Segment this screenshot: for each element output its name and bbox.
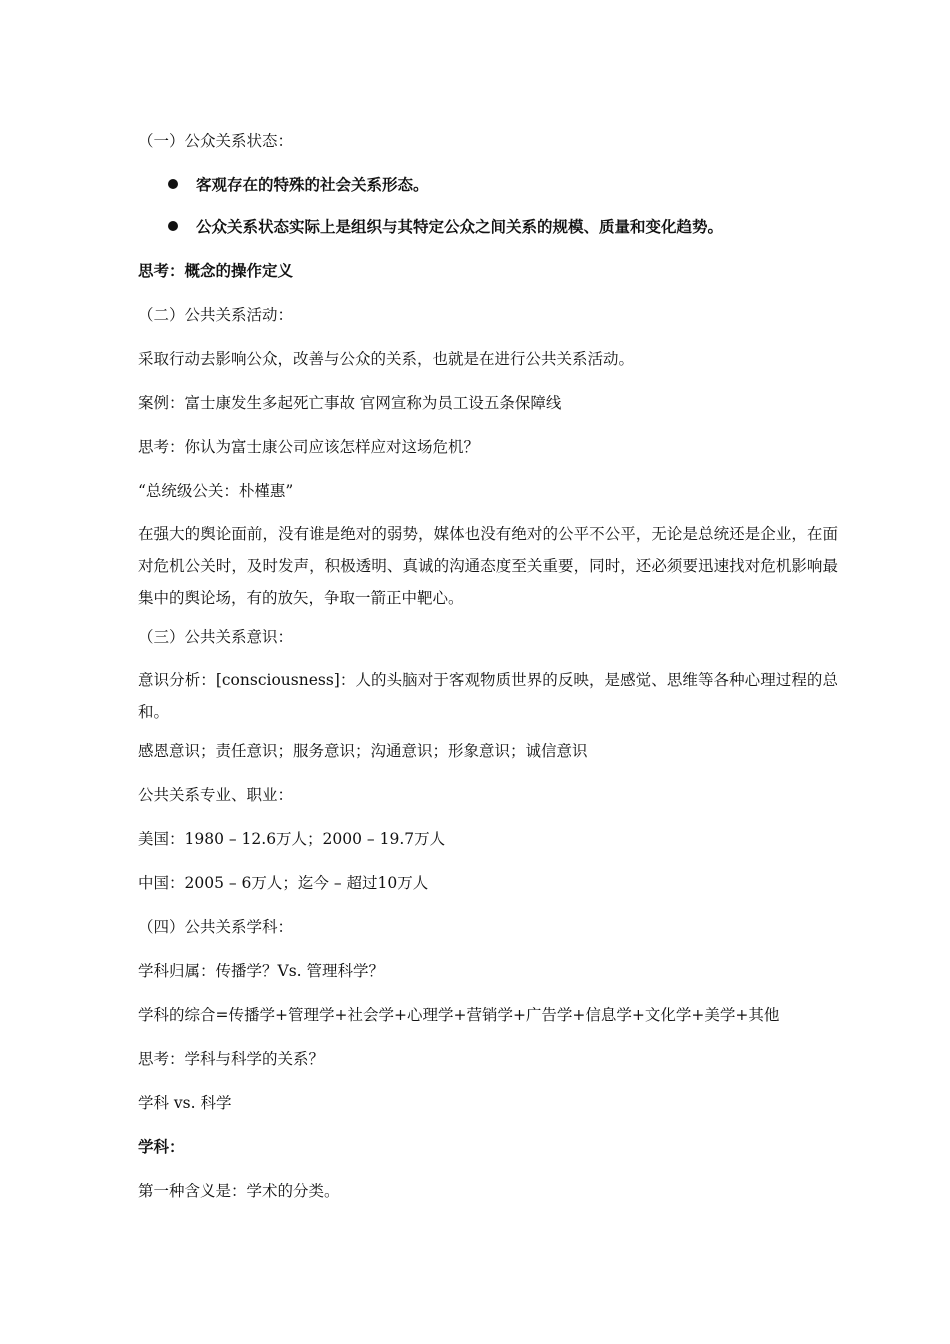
bullet-dot-icon [168,179,178,189]
paragraph-meaning-1: 第一种含义是：学术的分类。 [138,1182,340,1200]
paragraph-think-crisis: 思考：你认为富士康公司应该怎样应对这场危机？ [138,438,480,456]
paragraph-consciousness: 意识分析：[consciousness]：人的头脑对于客观物质世界的反映，是感觉、思维等各种心理过程的总和。 [138,671,838,721]
section-heading-2: （二）公共关系活动： [138,306,294,324]
paragraph-case: 案例：富士康发生多起死亡事故 官网宣称为员工设五条保障线 [138,394,562,412]
paragraph-vs: 学科 vs. 科学 [138,1094,232,1112]
paragraph-awareness-list: 感恩意识；责任意识；服务意识；沟通意识；形象意识；诚信意识 [138,742,588,760]
section-heading-4: （四）公共关系学科： [138,918,294,936]
paragraph-profession: 公共关系专业、职业： [138,786,294,804]
bullet-text-1: 客观存在的特殊的社会关系形态。 [196,176,429,194]
paragraph-think-science: 思考：学科与科学的关系？ [138,1050,325,1068]
bullet-item-1 [168,174,828,196]
paragraph-integrated: 学科的综合=传播学+管理学+社会学+心理学+营销学+广告学+信息学+文化学+美学+其他 [138,1006,780,1024]
bullet-item-2 [168,216,828,238]
paragraph-activity: 采取行动去影响公众，改善与公众的关系，也就是在进行公共关系活动。 [138,350,635,368]
bullet-text-2: 公众关系状态实际上是组织与其特定公众之间关系的规模、质量和变化趋势。 [196,218,724,236]
bullet-dot-icon [168,221,178,231]
paragraph-quote: “总统级公关：朴槿惠” [138,482,294,500]
paragraph-long: 在强大的舆论面前，没有谁是绝对的弱势，媒体也没有绝对的公平不公平，无论是总统还是企业，在面对危机公关时，及时发声，积极透明、真诚的沟通态度至关重要，同时，还必须要迅速找对危机影响最集中的舆论场，有的放矢，争取一箭正中靶心。 [138,525,838,607]
section-heading-3: （三）公共关系意识： [138,628,294,646]
paragraph-usa: 美国：1980 – 12.6万人；2000 – 19.7万人 [138,830,446,848]
section-heading-1: （一）公众关系状态： [138,132,294,150]
subject-heading: 学科： [138,1138,185,1156]
think-concept: 思考：概念的操作定义 [138,262,294,280]
paragraph-belong: 学科归属：传播学？Vs. 管理科学？ [138,962,385,980]
paragraph-china: 中国：2005 – 6万人；迄今 – 超过10万人 [138,874,429,892]
